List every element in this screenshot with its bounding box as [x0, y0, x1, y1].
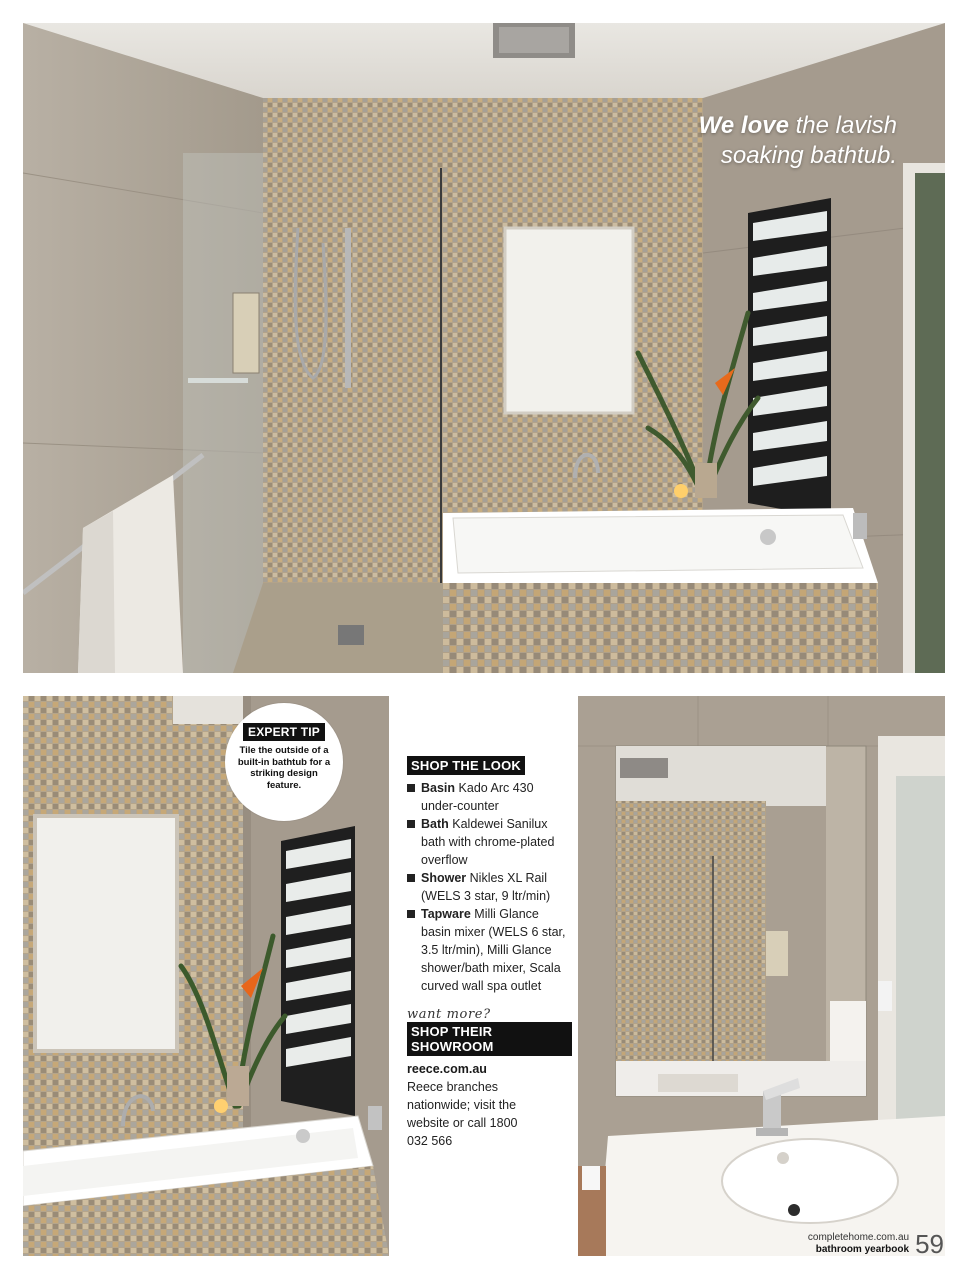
expert-tip-text: Tile the outside of a built-in bathtub for a striking design feature.: [237, 745, 331, 791]
shop-the-look-list: [407, 779, 572, 995]
want-more-text: want more?: [407, 1007, 491, 1022]
item-name: Shower: [421, 871, 467, 885]
caption-strong: We love: [698, 112, 789, 139]
item-detail: Kado Arc 430 under-counter: [421, 781, 534, 813]
item-name: Bath: [421, 817, 449, 831]
list-item: [407, 779, 572, 815]
shop-column: [407, 756, 572, 1150]
showroom-details: Reece branches nationwide; visit the website or call 1800 032 566: [407, 1080, 518, 1148]
list-item: [407, 815, 572, 869]
footer-publication: bathroom yearbook: [815, 1244, 910, 1255]
expert-tip-heading: EXPERT TIP: [243, 723, 325, 741]
showroom-website-link[interactable]: reece.com.au: [407, 1062, 487, 1076]
shop-the-look-heading: SHOP THE LOOK: [407, 756, 525, 775]
list-item: [407, 905, 572, 995]
list-item: [407, 869, 572, 905]
photo-caption: [657, 111, 897, 171]
footer-site[interactable]: completehome.com.au: [807, 1232, 910, 1243]
footer-text: [808, 1232, 909, 1256]
item-name: Tapware: [421, 907, 471, 921]
page-number: 59: [915, 1229, 944, 1259]
item-detail: Nikles XL Rail (WELS 3 star, 9 ltr/min): [421, 871, 551, 903]
caption-rest: the lavish soaking bathtub.: [720, 112, 897, 169]
vanity-photo: [578, 696, 945, 1259]
item-name: Basin: [421, 781, 456, 795]
item-detail: Kaldewei Sanilux bath with chrome-plated overflow: [421, 817, 555, 867]
item-detail: Milli Glance basin mixer (WELS 6 star, 3.5 ltr/min), Milli Glance shower/bath mixer, Scala curved wall spa outlet: [421, 907, 566, 993]
showroom-heading: SHOP THEIR SHOWROOM: [407, 1022, 572, 1056]
expert-tip-badge: [225, 703, 343, 821]
page-footer: [807, 1229, 944, 1259]
main-bathroom-photo: [23, 23, 945, 673]
